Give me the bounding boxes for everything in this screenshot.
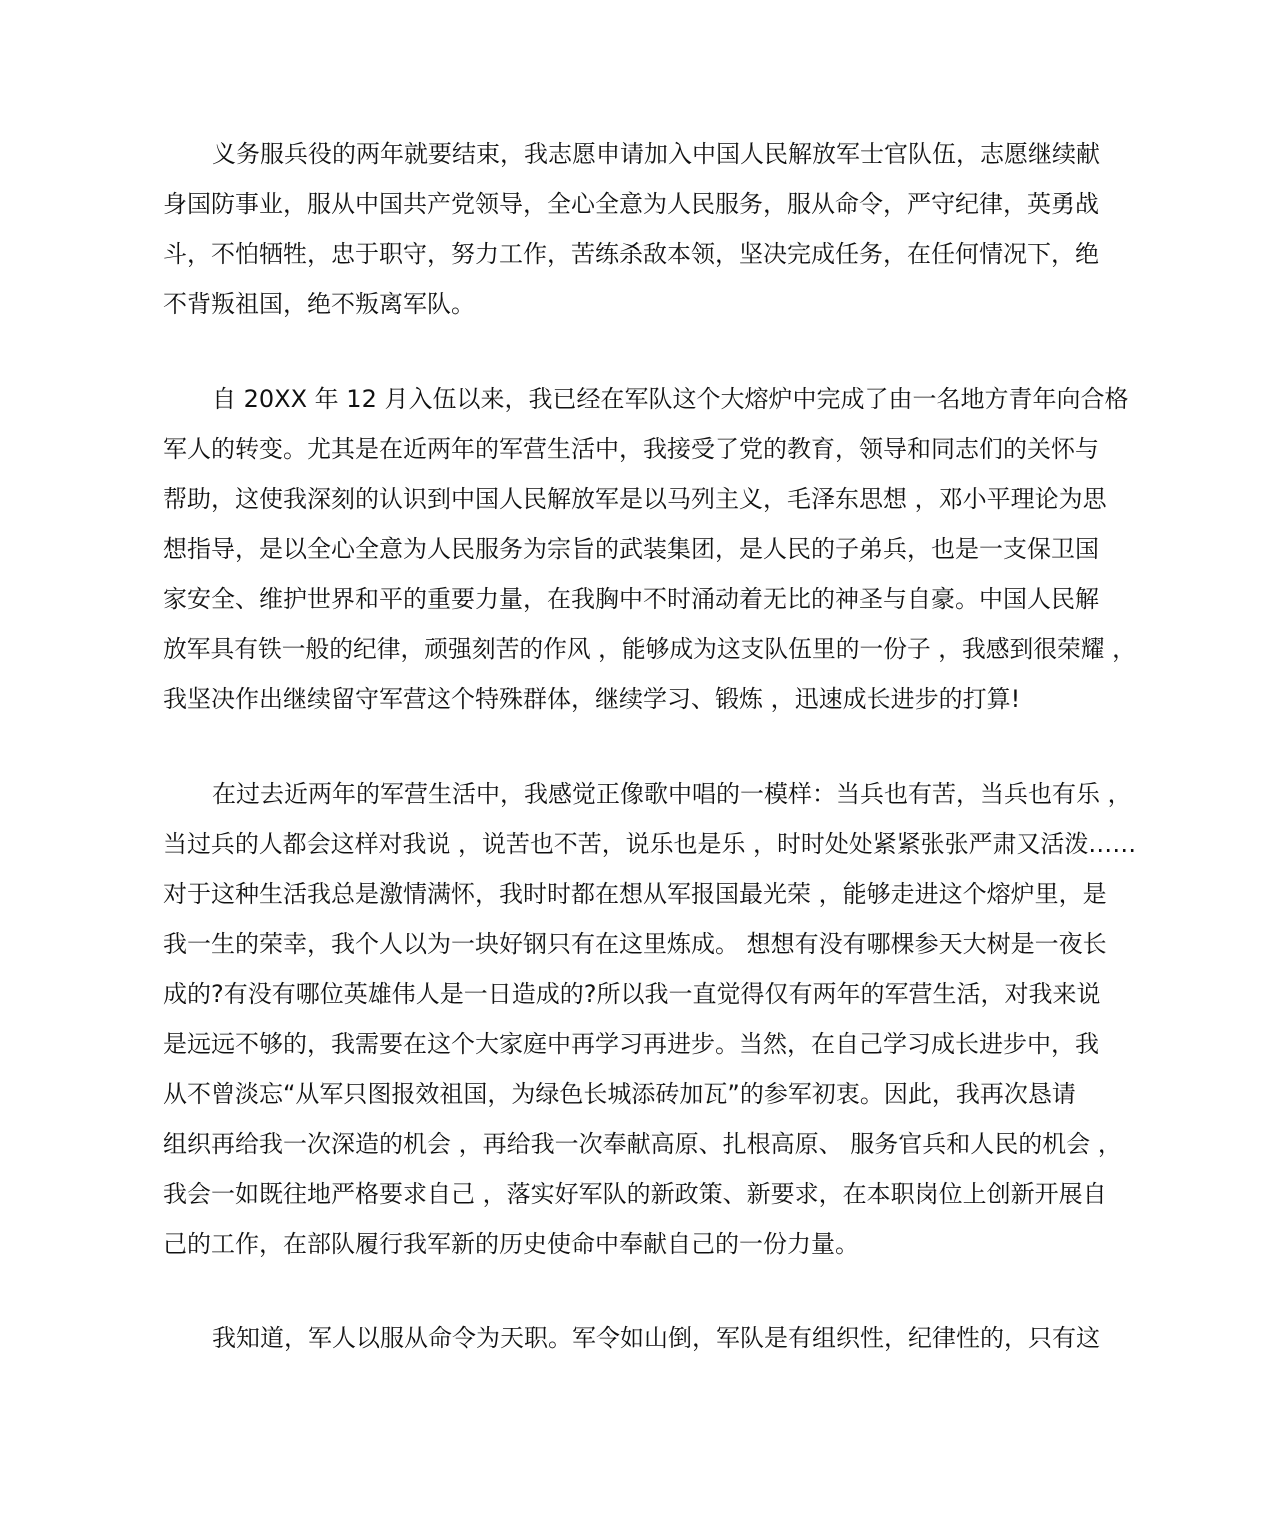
- paragraph-1-line-3: 斗，不怕牺牲，忠于职守，努力工作，苦练杀敌本领，坚决完成任务，在任何情况下，绝: [163, 240, 1099, 268]
- paragraph-2-line-1: 自 20XX 年 12 月入伍以来，我已经在军队这个大熔炉中完成了由一名地方青年向合格: [212, 385, 1129, 413]
- paragraph-3-line-3: 对于这种生活我总是激情满怀，我时时都在想从军报国最光荣 ，能够走进这个熔炉里，是: [163, 880, 1107, 908]
- paragraph-3-line-7: 从不曾淡忘“从军只图报效祖国，为绿色长城添砖加瓦”的参军初衷。因此，我再次恳请: [163, 1080, 1076, 1108]
- paragraph-2-line-7: 我坚决作出继续留守军营这个特殊群体，继续学习、锻炼 ，迅速成长进步的打算!: [163, 685, 1021, 713]
- paragraph-3-line-2: 当过兵的人都会这样对我说 ，说苦也不苦，说乐也是乐 ，时时处处紧紧张张严肃又活泼……: [163, 830, 1137, 858]
- paragraph-3-line-6: 是远远不够的，我需要在这个大家庭中再学习再进步。当然，在自己学习成长进步中，我: [163, 1030, 1099, 1058]
- paragraph-4-line-1: 我知道，军人以服从命令为天职。军令如山倒，军队是有组织性，纪律性的，只有这: [212, 1324, 1100, 1352]
- paragraph-3-line-4: 我一生的荣幸，我个人以为一块好钢只有在这里炼成。 想想有没有哪棵参天大树是一夜长: [163, 930, 1107, 958]
- paragraph-1-line-4: 不背叛祖国，绝不叛离军队。: [163, 290, 475, 318]
- paragraph-3-line-8: 组织再给我一次深造的机会 ，再给我一次奉献高原、扎根高原、 服务官兵和人民的机会 ，: [163, 1130, 1122, 1158]
- paragraph-1-line-2: 身国防事业，服从中国共产党领导，全心全意为人民服务，服从命令，严守纪律，英勇战: [163, 190, 1099, 218]
- paragraph-2-line-4: 想指导，是以全心全意为人民服务为宗旨的武装集团，是人民的子弟兵，也是一支保卫国: [163, 535, 1099, 563]
- paragraph-3-line-9: 我会一如既往地严格要求自己 ，落实好军队的新政策、新要求，在本职岗位上创新开展自: [163, 1180, 1107, 1208]
- paragraph-3-line-10: 己的工作，在部队履行我军新的历史使命中奉献自己的一份力量。: [163, 1230, 859, 1258]
- paragraph-3-line-5: 成的?有没有哪位英雄伟人是一日造成的?所以我一直觉得仅有两年的军营生活，对我来说: [163, 980, 1101, 1008]
- paragraph-3-line-1: 在过去近两年的军营生活中，我感觉正像歌中唱的一模样：当兵也有苦，当兵也有乐 ，: [212, 780, 1132, 808]
- paragraph-2-line-2: 军人的转变。尤其是在近两年的军营生活中，我接受了党的教育，领导和同志们的关怀与: [163, 435, 1099, 463]
- paragraph-1-line-1: 义务服兵役的两年就要结束，我志愿申请加入中国人民解放军士官队伍，志愿继续献: [212, 140, 1100, 168]
- paragraph-2-line-3: 帮助，这使我深刻的认识到中国人民解放军是以马列主义，毛泽东思想 ，邓小平理论为思: [163, 485, 1107, 513]
- paragraph-2-line-5: 家安全、维护世界和平的重要力量，在我胸中不时涌动着无比的神圣与自豪。中国人民解: [163, 585, 1099, 613]
- paragraph-2-line-6: 放军具有铁一般的纪律，顽强刻苦的作风 ，能够成为这支队伍里的一份子 ，我感到很荣耀 ，: [163, 635, 1136, 663]
